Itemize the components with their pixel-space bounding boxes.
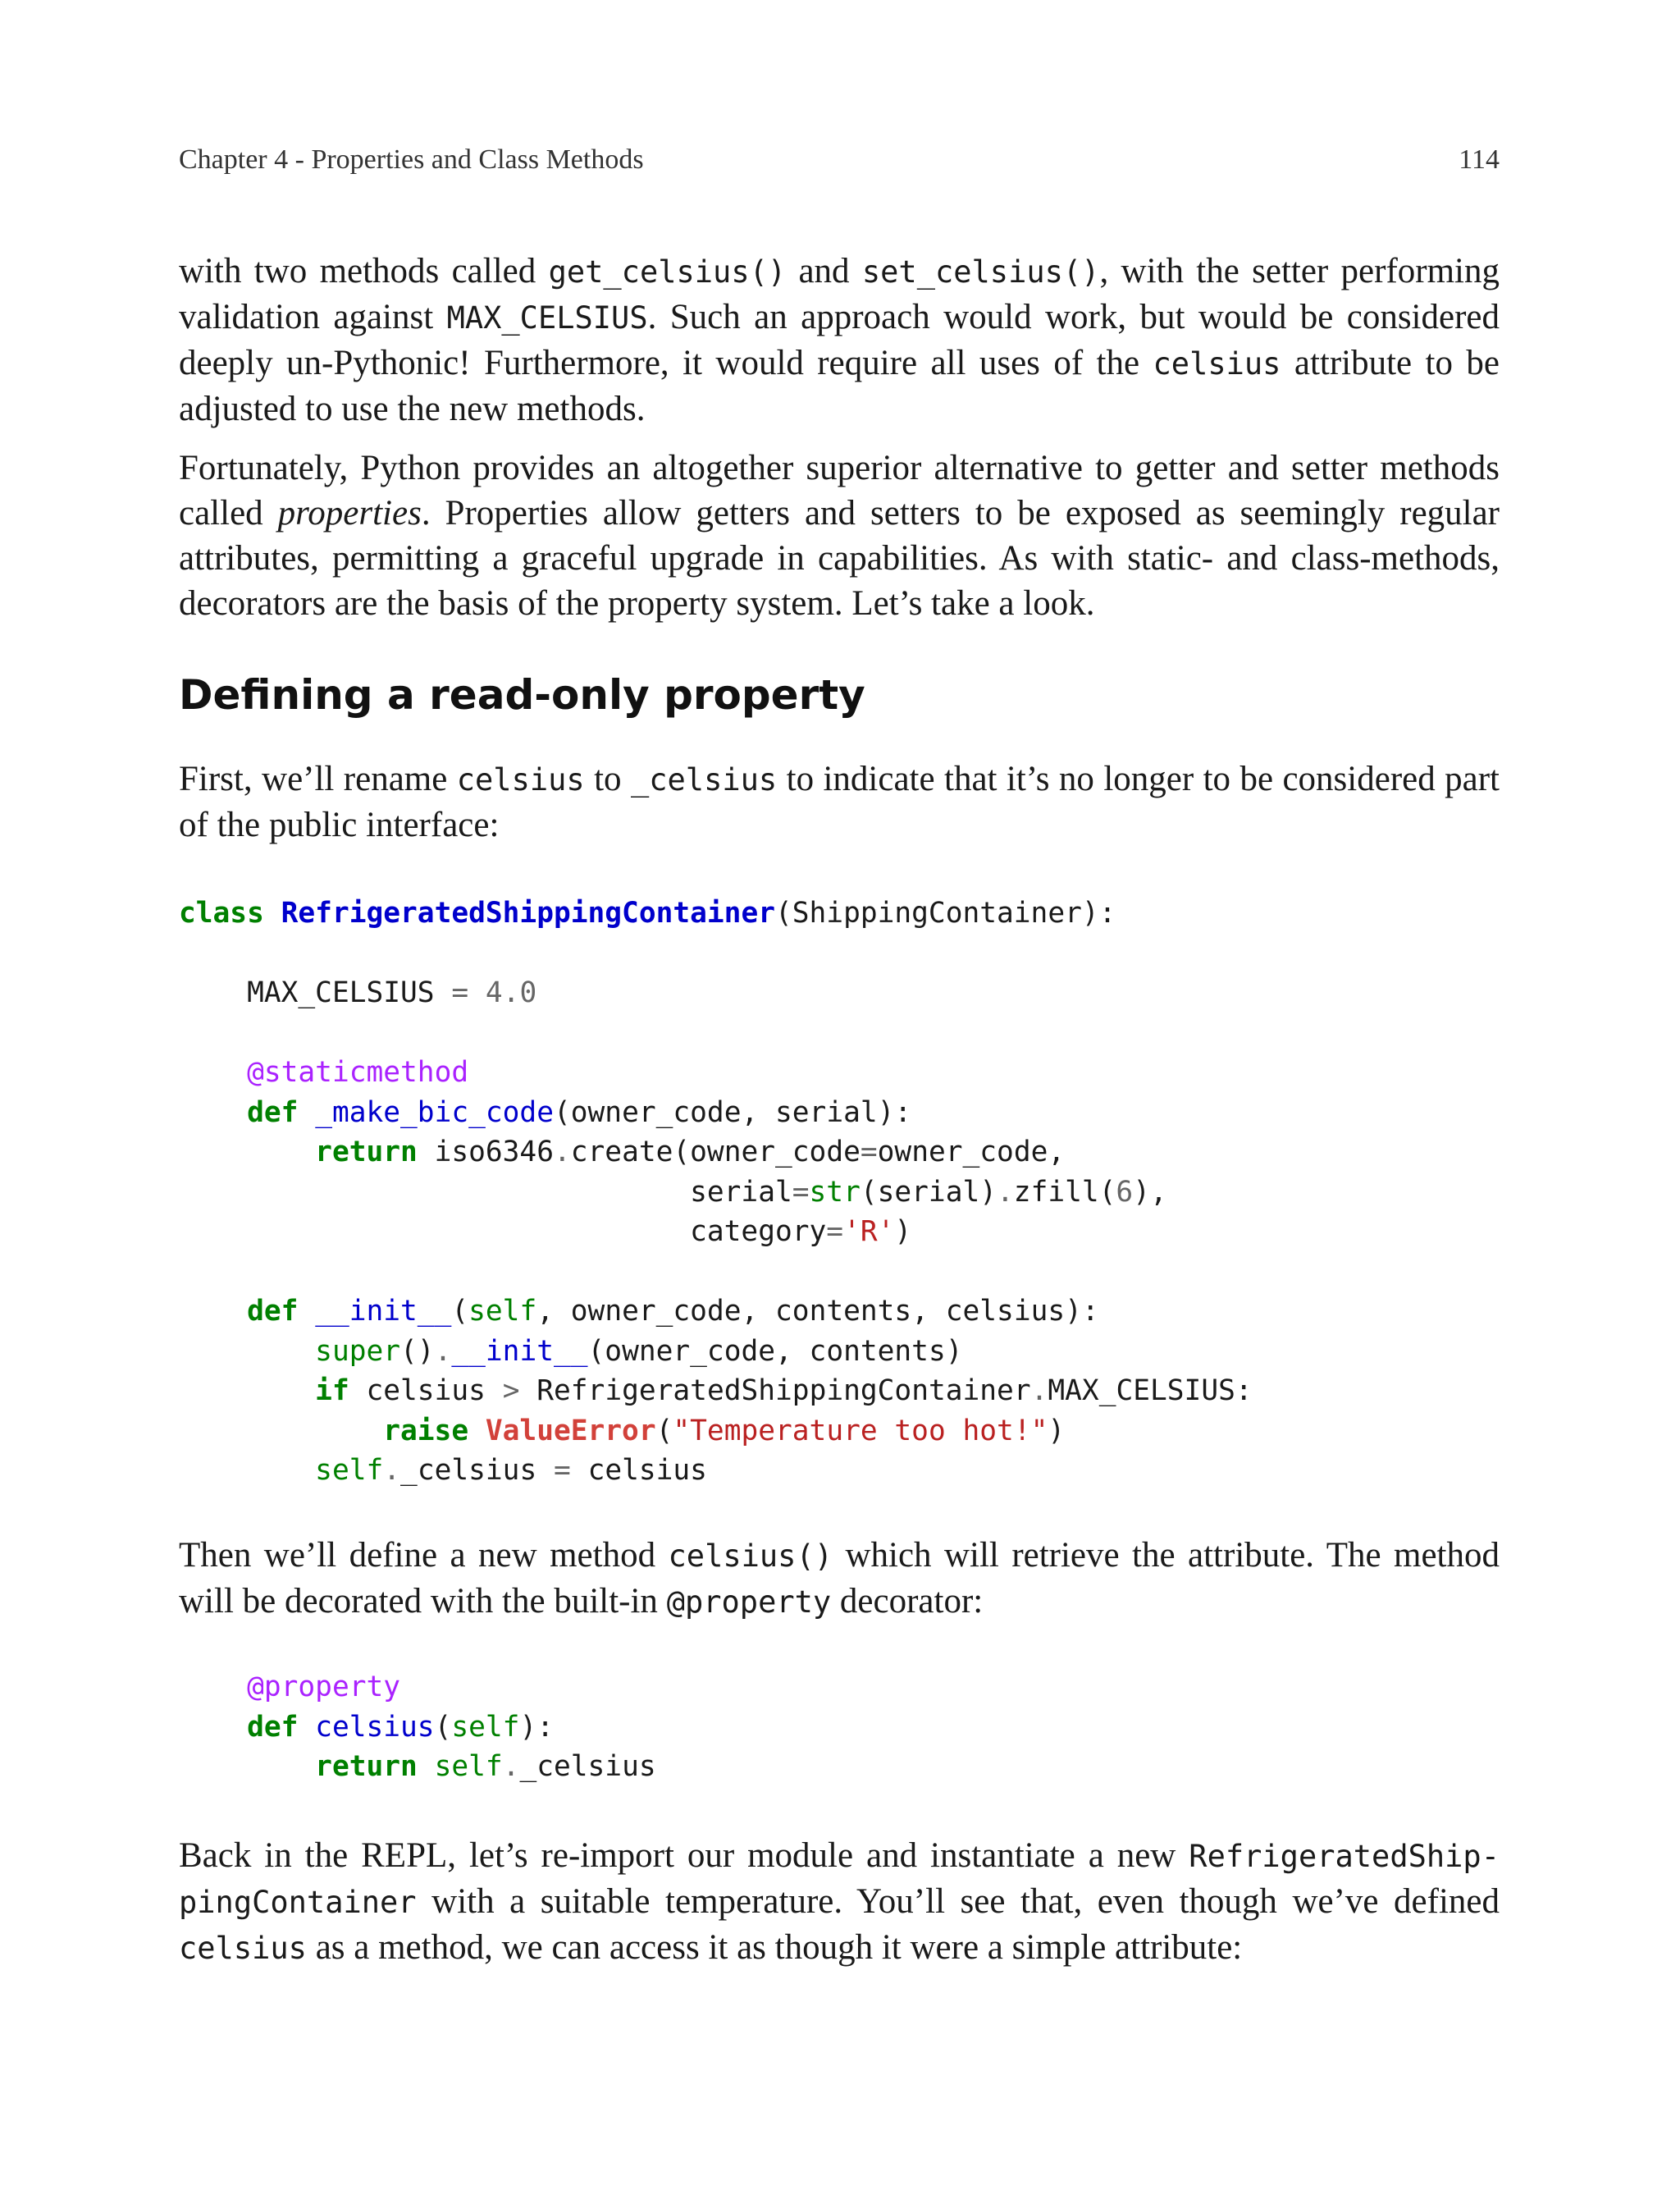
inline-code: celsius xyxy=(456,762,585,798)
chapter-title: Chapter 4 - Properties and Class Methods xyxy=(179,144,644,175)
code-block-class-definition: class RefrigeratedShippingContainer(ShippingContainer): MAX_CELSIUS = 4.0 @staticmethod def _make_bic_code(owner_code, serial): return iso6346.create(owner_code=owner_code, serial=str(serial).zfill(6), category='R') def __init__(self, owner_code, contents, celsius): super().__init__(owner_code, contents) if celsius > RefrigeratedShippingContainer.MAX_CELSIUS: raise ValueError("Temperature too hot!") self._celsius = celsius xyxy=(179,897,1253,1487)
paragraph-rename-celsius: First, we’ll rename celsius to _celsius to indicate that it’s no longer to be considered part of the public interface: xyxy=(179,760,1500,844)
inline-code: celsius() xyxy=(668,1538,833,1574)
section-heading: Defining a read-only property xyxy=(179,671,865,719)
inline-code: celsius xyxy=(179,1931,307,1966)
inline-code: RefrigeratedShip-pingContainer xyxy=(179,1839,1500,1920)
inline-code: @property xyxy=(666,1584,832,1620)
inline-code: MAX_CELSIUS xyxy=(446,300,648,336)
running-header xyxy=(179,144,1500,176)
inline-code: set_celsius() xyxy=(861,254,1100,290)
code-block-property: @property def celsius(self): return self._celsius xyxy=(247,1671,656,1783)
emphasis-term: properties xyxy=(277,494,422,533)
paragraph-getter-setter: with two methods called get_celsius() and set_celsius(), with the setter performing validation against MAX_CELSIUS. Such an approach would work, but would be considered deeply un-Pythonic! Furthermore, it would require all uses of the celsius attribute to be adjusted to use the new methods. xyxy=(179,252,1500,428)
paragraph-properties-intro: Fortunately, Python provides an altogether superior alternative to getter and setter methods called properties. Properties allow getters and setters to be exposed as seemingly regular attributes, permitting a graceful upgrade in capabilities. As with static- and class-methods, decorators are the basis of the property system. Let’s take a look. xyxy=(179,449,1500,623)
inline-code: celsius xyxy=(1153,346,1281,382)
inline-code: get_celsius() xyxy=(548,254,787,290)
page-number: 114 xyxy=(1459,144,1500,175)
paragraph-celsius-method: Then we’ll define a new method celsius() which will retrieve the attribute. The method will be decorated with the built-in @property decorator: xyxy=(179,1536,1500,1620)
paragraph-repl: Back in the REPL, let’s re-import our module and instantiate a new RefrigeratedShip-pingContainer with a suitable temperature. You’ll see that, even though we’ve defined celsius as a method, we can access it as though it were a simple attribute: xyxy=(179,1836,1500,1967)
inline-code: _celsius xyxy=(630,762,778,798)
